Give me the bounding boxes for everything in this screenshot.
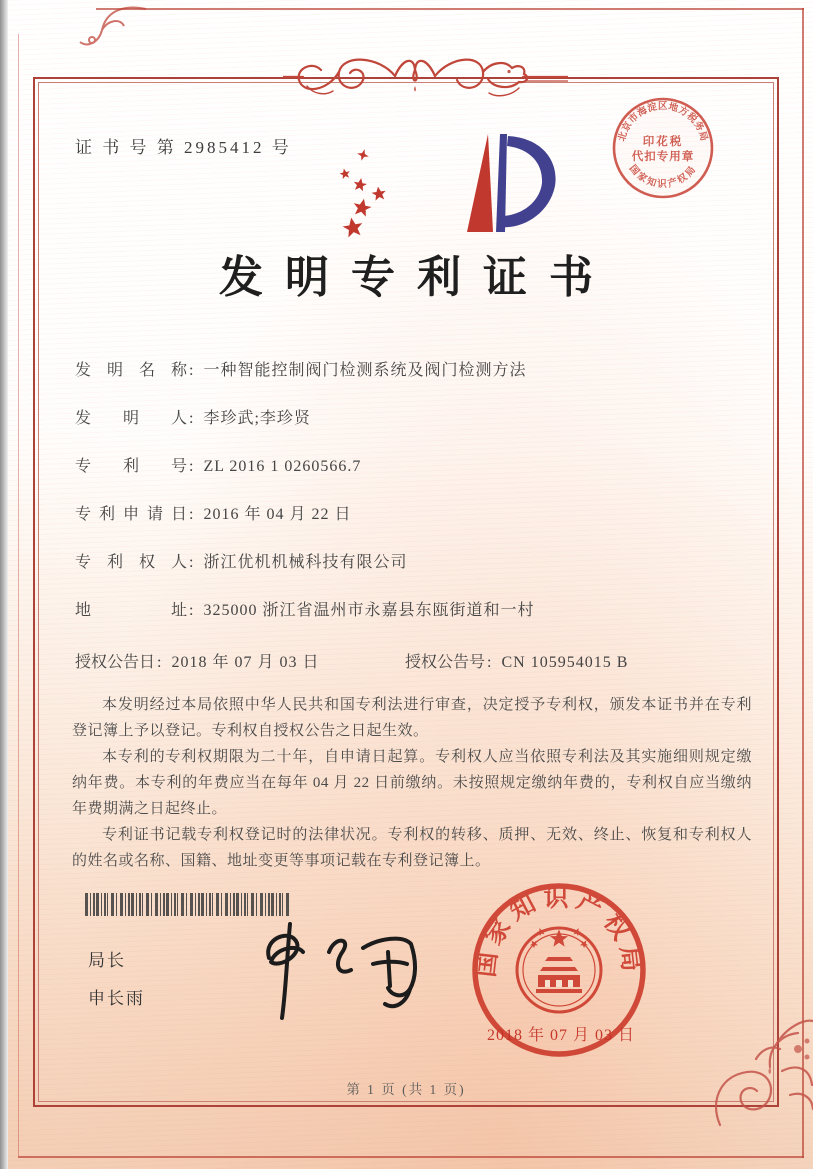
legal-paragraph-2: 本专利的专利权期限为二十年，自申请日起算。专利权人应当依照专利法及其实施细则规定缴纳年费。本专利的年费应当在每年 04 月 22 日前缴纳。未按照规定缴纳年费的，专利权自应当缴纳年费期满之日起终止。: [72, 749, 752, 817]
tax-stamp-icon: [607, 92, 719, 204]
field-value: 浙江优机机械科技有限公司: [203, 554, 408, 571]
outer-border-left: [18, 34, 19, 1156]
legal-text-block: [72, 692, 752, 874]
field-value: ZL 2016 1 0260566.7: [203, 458, 362, 475]
cnipa-logo-icon: [335, 128, 560, 240]
page-footer: 第 1 页 (共 1 页): [346, 1082, 466, 1097]
field-label: 地址: [75, 602, 187, 619]
top-flourish-icon: [283, 46, 568, 108]
field-value: 325000 浙江省温州市永嘉县东瓯街道和一村: [203, 602, 535, 619]
field-value: 李珍武;李珍贤: [203, 410, 311, 427]
svg-text:印花税: 印花税: [642, 136, 684, 148]
field-label: 专利号: [75, 458, 187, 475]
field-label: 发明人: [75, 410, 187, 427]
field-label: 发明名称: [75, 362, 187, 379]
scan-left-edge: [0, 0, 8, 1169]
colon: :: [189, 554, 194, 571]
director-title: 局长: [88, 951, 126, 970]
grant-date: 授权公告日 : 2018 年 07 月 03 日: [75, 654, 320, 671]
director-signature: [245, 918, 425, 1023]
colon: :: [189, 458, 194, 475]
svg-text:国家知识产权局: 国家知识产权局: [472, 884, 646, 979]
svg-text:北京市海淀区地方税务局: 北京市海淀区地方税务局: [617, 102, 709, 143]
svg-text:代扣专用章: 代扣专用章: [631, 151, 695, 163]
director-name: 申长雨: [88, 989, 145, 1008]
field-row-invention-name: [75, 360, 751, 408]
grant-row: [75, 652, 751, 676]
colon: :: [189, 410, 194, 427]
barcode-image: [85, 893, 290, 916]
corner-ornament-top-left-icon: [78, 0, 148, 52]
field-label: 专利申请日: [75, 506, 187, 523]
field-value: 一种智能控制阀门检测系统及阀门检测方法: [203, 362, 527, 379]
certificate-number: 证 书 号 第 2985412 号: [75, 138, 292, 157]
colon: :: [189, 506, 194, 523]
field-row-inventor: [75, 408, 751, 456]
field-row-patent-number: [75, 456, 751, 504]
outer-border-right: [802, 8, 804, 1158]
field-row-address: [75, 600, 751, 648]
legal-paragraph-1: 本发明经过本局依照中华人民共和国专利法进行审查，决定授予专利权，颁发本证书并在专利登记簿上予以登记。专利权自授权公告之日起生效。: [72, 697, 752, 739]
colon: :: [189, 602, 194, 619]
field-row-filing-date: [75, 504, 751, 552]
field-value: 2016 年 04 月 22 日: [203, 506, 352, 523]
corner-ornament-bottom-right-icon: [710, 1005, 813, 1127]
field-row-patentee: [75, 552, 751, 600]
outer-border-top: [96, 8, 804, 10]
fields-block: [75, 360, 751, 676]
grant-number: 授权公告号 : CN 105954015 B: [405, 654, 629, 671]
field-label: 专利权人: [75, 554, 187, 571]
legal-paragraph-3: 专利证书记载专利权登记时的法律状况。专利权的转移、质押、无效、终止、恢复和专利权人的姓名或名称、国籍、地址变更等事项记载在专利登记簿上。: [72, 827, 752, 869]
colon: :: [189, 362, 194, 379]
outer-border-bottom: [18, 1156, 804, 1158]
svg-text:国家知识产权局: 国家知识产权局: [626, 163, 700, 190]
page-title: 发明专利证书: [219, 253, 615, 302]
seal-date: 2018 年 07 月 03 日: [487, 1027, 636, 1044]
